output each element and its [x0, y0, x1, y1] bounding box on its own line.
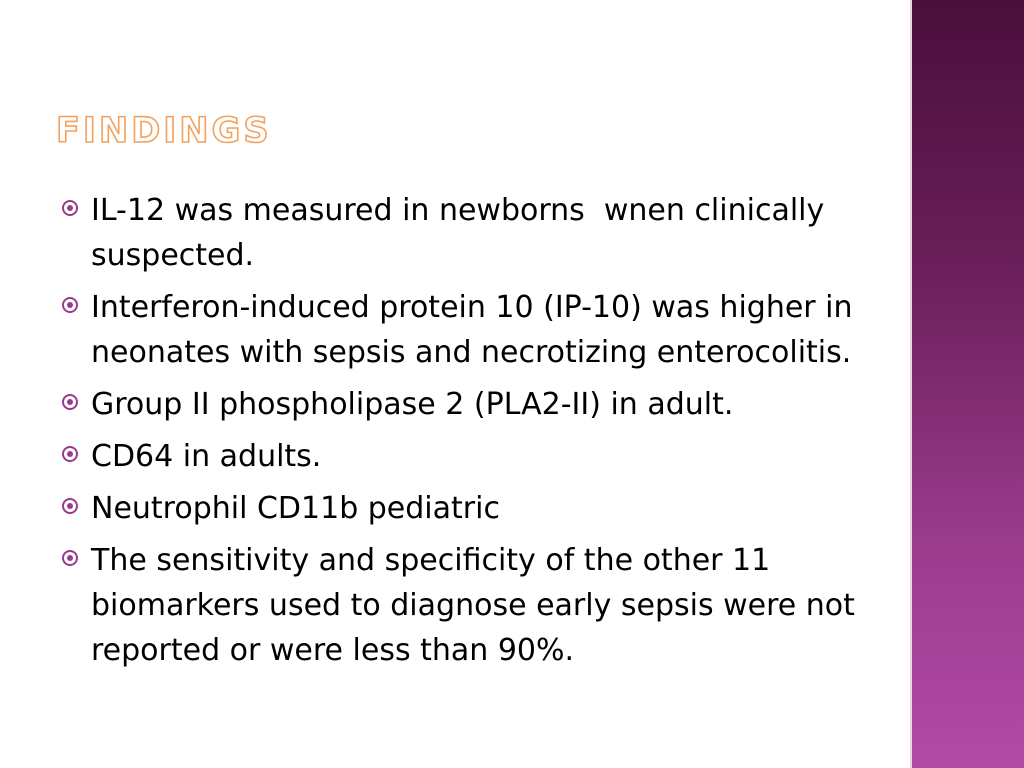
list-item: [62, 434, 882, 479]
radio-bullet-icon: [62, 550, 78, 566]
radio-bullet-icon: [62, 446, 78, 462]
bullet-text: Interferon-induced protein 10 (IP-10) was higher in neonates with sepsis and necrotizing enterocolitis.: [91, 290, 863, 370]
radio-bullet-icon: [62, 394, 78, 410]
list-item: [62, 538, 882, 673]
bullet-text: CD64 in adults.: [91, 439, 322, 474]
list-item: [62, 486, 882, 531]
radio-bullet-icon: [62, 498, 78, 514]
list-item: [62, 285, 882, 375]
slide-title: findings: [56, 96, 272, 154]
bullet-text: IL-12 was measured in newborns wnen clinically suspected.: [91, 193, 834, 273]
radio-bullet-icon: [62, 297, 78, 313]
bullet-text: The sensitivity and specificity of the other 11 biomarkers used to diagnose early sepsis were not reported or were less than 90%.: [91, 543, 865, 668]
radio-bullet-icon: [62, 200, 78, 216]
list-item: [62, 188, 882, 278]
list-item: [62, 382, 882, 427]
bullet-text: Neutrophil CD11b pediatric: [91, 491, 500, 526]
bullet-list: [62, 188, 882, 680]
decorative-side-bar: [912, 0, 1024, 768]
bullet-text: Group II phospholipase 2 (PLA2-II) in adult.: [91, 387, 734, 422]
